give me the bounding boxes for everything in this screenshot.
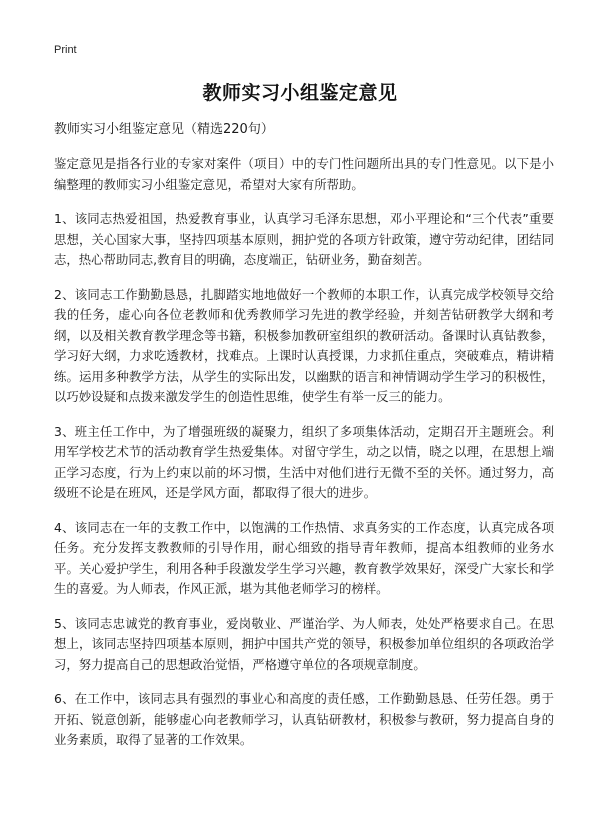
print-link[interactable]: Print bbox=[54, 44, 77, 56]
paragraph-3: 3、班主任工作中，为了增强班级的凝聚力，组织了多项集体活动，定期召开主题班会。利用军学校艺术节的活动教育学生热爱集体。对留守学生，动之以情，晓之以理，在思想上端正学习态度，行为上约束以前的坏习惯，生活中对他们进行无微不至的关怀。通过努力，高级班不论是在班风，还是学风方面，都取得了很大的进步。 bbox=[54, 423, 554, 500]
paragraph-1: 1、该同志热爱祖国，热爱教育事业，认真学习毛泽东思想，邓小平理论和“三个代表”重要思想，关心国家大事，坚持四项基本原则，拥护党的各项方针政策，遵守劳动纪律，团结同志，热心帮助同志,教育目的明确，态度端正，钻研业务，勤奋刻苦。 bbox=[54, 211, 554, 267]
article-body bbox=[54, 120, 554, 765]
paragraph-4: 4、该同志在一年的支教工作中，以饱满的工作热情、求真务实的工作态度，认真完成各项任务。充分发挥支教教师的引导作用，耐心细致的指导青年教师，提高本组教师的业务水平。关心爱护学生，利用各种手段激发学生学习兴趣，教育教学效果好，深受广大家长和学生的喜爱。为人师表，作风正派，堪为其他老师学习的榜样。 bbox=[54, 519, 554, 596]
paragraph-2: 2、该同志工作勤勤恳恳，扎脚踏实地地做好一个教师的本职工作，认真完成学校领导交给我的任务，虚心向各位老教师和优秀教师学习先进的教学经验，并刻苦钻研教学大纲和考纲，以及相关教育教学理念等书籍，积极参加教研室组织的教研活动。备课时认真钻教参，学习好大纲，力求吃透教材，找难点。上课时认真授课，力求抓住重点，突破难点，精讲精练。运用多种教学方法，从学生的实际出发，以幽默的语言和神情调动学生学习的积极性，以巧妙设疑和点拨来激发学生的创造性思维，使学生有举一反三的能力。 bbox=[54, 286, 554, 404]
paragraph-5: 5、该同志忠诚党的教育事业，爱岗敬业、严谨治学、为人师表，处处严格要求自己。在思想上，该同志坚持四项基本原则，拥护中国共产党的领导，积极参加单位组织的各项政治学习，努力提高自己的思想政治觉悟，严格遵守单位的各项规章制度。 bbox=[54, 615, 554, 672]
intro-paragraph: 鉴定意见是指各行业的专家对案件（项目）中的专门性问题所出具的专门性意见。以下是小编整理的教师实习小组鉴定意见，希望对大家有所帮助。 bbox=[54, 156, 554, 192]
paragraph-6: 6、在工作中，该同志具有强烈的事业心和高度的责任感，工作勤勤恳恳、任劳任怨。勇于开拓、锐意创新，能够虚心向老教师学习，认真钻研教材，积极参与教研，努力提高自身的业务素质，取得了显著的工作效果。 bbox=[54, 691, 554, 747]
page-title: 教师实习小组鉴定意见 bbox=[202, 82, 398, 104]
article-subtitle: 教师实习小组鉴定意见（精选220句） bbox=[54, 122, 274, 137]
